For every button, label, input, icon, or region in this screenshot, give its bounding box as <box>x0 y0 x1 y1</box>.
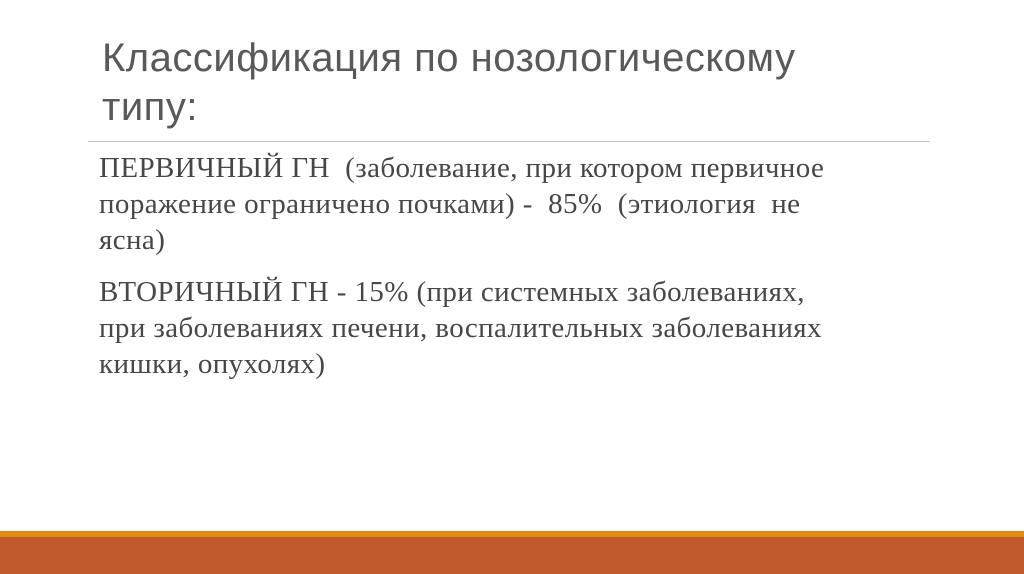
paragraph-primary-gn-line-1: ПЕРВИЧНЫЙ ГН (заболевание, при котором первичное <box>99 152 825 184</box>
paragraph-primary-gn-line-3: ясна) <box>99 224 166 256</box>
slide-title-line-1: Классификация по нозологическому <box>102 36 796 80</box>
slide-body <box>99 150 944 398</box>
paragraph-secondary-gn <box>99 274 944 382</box>
slide-title-line-2: типу: <box>102 85 198 129</box>
paragraph-primary-gn-line-2: поражение ограничено почками) - 85% (этиология не <box>99 188 801 220</box>
slide-title <box>102 34 947 132</box>
paragraph-secondary-gn-line-2: при заболеваниях печени, воспалительных заболеваниях <box>99 312 822 344</box>
paragraph-primary-gn <box>99 150 944 258</box>
paragraph-secondary-gn-line-1: ВТОРИЧНЫЙ ГН - 15% (при системных заболеваниях, <box>99 276 805 308</box>
paragraph-secondary-gn-line-3: кишки, опухолях) <box>99 348 326 380</box>
title-divider-line <box>88 141 930 142</box>
bottom-accent-rust-bar <box>0 537 1024 574</box>
